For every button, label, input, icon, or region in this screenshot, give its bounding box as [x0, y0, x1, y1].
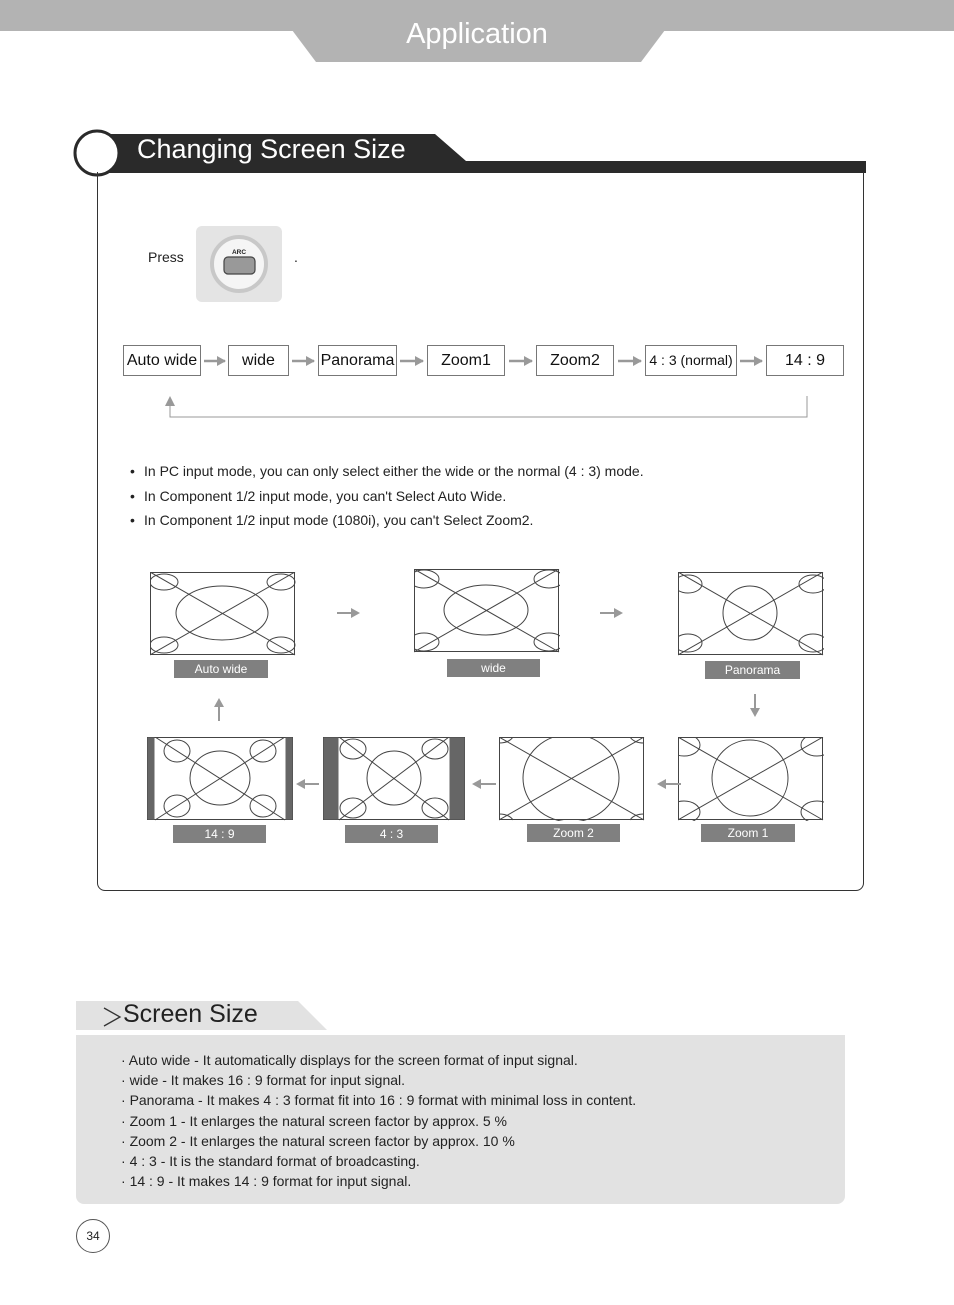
sequence-arrows [0, 340, 954, 425]
press-period: . [294, 249, 298, 265]
mode-auto-wide: Auto wide [123, 345, 201, 376]
subsection-title: Screen Size [123, 1000, 258, 1028]
arrow-down-icon [750, 708, 760, 717]
diagram-label-zoom1: Zoom 1 [701, 824, 795, 842]
notes-list [130, 459, 644, 533]
definitions-list [121, 1050, 636, 1191]
definition-item: · 4 : 3 - It is the standard format of broadcasting. [121, 1151, 636, 1171]
mode-zoom1: Zoom1 [427, 345, 505, 376]
diagram-label-4-3: 4 : 3 [345, 825, 438, 843]
note-item: • In Component 1/2 input mode (1080i), you can't Select Zoom2. [130, 508, 644, 533]
mode-panorama: Panorama [318, 345, 397, 376]
arrow-left-icon [472, 779, 481, 789]
note-item: • In Component 1/2 input mode, you can't Select Auto Wide. [130, 484, 644, 509]
diagram-label-auto-wide: Auto wide [174, 660, 268, 678]
arrow-up-icon [214, 698, 224, 707]
mode-4-3-normal: 4 : 3 (normal) [645, 345, 737, 376]
diagram-label-panorama: Panorama [705, 661, 800, 679]
definition-item: · Zoom 2 - It enlarges the natural screen factor by approx. 10 % [121, 1131, 636, 1151]
page-title: Application [406, 18, 548, 50]
arc-button-icon [196, 226, 282, 302]
arc-remote-button [196, 226, 282, 302]
section-bullet-icon [75, 131, 119, 175]
arrow-left-icon [657, 779, 666, 789]
diagram-label-14-9: 14 : 9 [173, 825, 266, 843]
loop-back-line [170, 396, 807, 417]
definition-item: · wide - It makes 16 : 9 format for input signal. [121, 1070, 636, 1090]
definition-item: · Zoom 1 - It enlarges the natural screen factor by approx. 5 % [121, 1111, 636, 1131]
mode-wide: wide [228, 345, 289, 376]
section-title: Changing Screen Size [137, 134, 406, 164]
diagram-label-zoom2: Zoom 2 [527, 824, 620, 842]
mode-zoom2: Zoom2 [536, 345, 614, 376]
diagram-label-wide: wide [447, 659, 540, 677]
arc-button-text: ARC [231, 249, 247, 256]
note-item: • In PC input mode, you can only select either the wide or the normal (4 : 3) mode. [130, 459, 644, 484]
arrow-up-icon [165, 396, 175, 406]
diagram-flow-arrows [0, 590, 954, 800]
definition-item: · Panorama - It makes 4 : 3 format fit into 16 : 9 format with minimal loss in content. [121, 1090, 636, 1110]
mode-14-9: 14 : 9 [766, 345, 844, 376]
definition-item: · Auto wide - It automatically displays for the screen format of input signal. [121, 1050, 636, 1070]
arrow-right-icon [351, 608, 360, 618]
definition-item: · 14 : 9 - It makes 14 : 9 format for input signal. [121, 1171, 636, 1191]
page-number: 34 [76, 1219, 110, 1253]
press-label: Press [148, 249, 184, 265]
arrow-right-icon [614, 608, 623, 618]
arrow-left-icon [296, 779, 305, 789]
